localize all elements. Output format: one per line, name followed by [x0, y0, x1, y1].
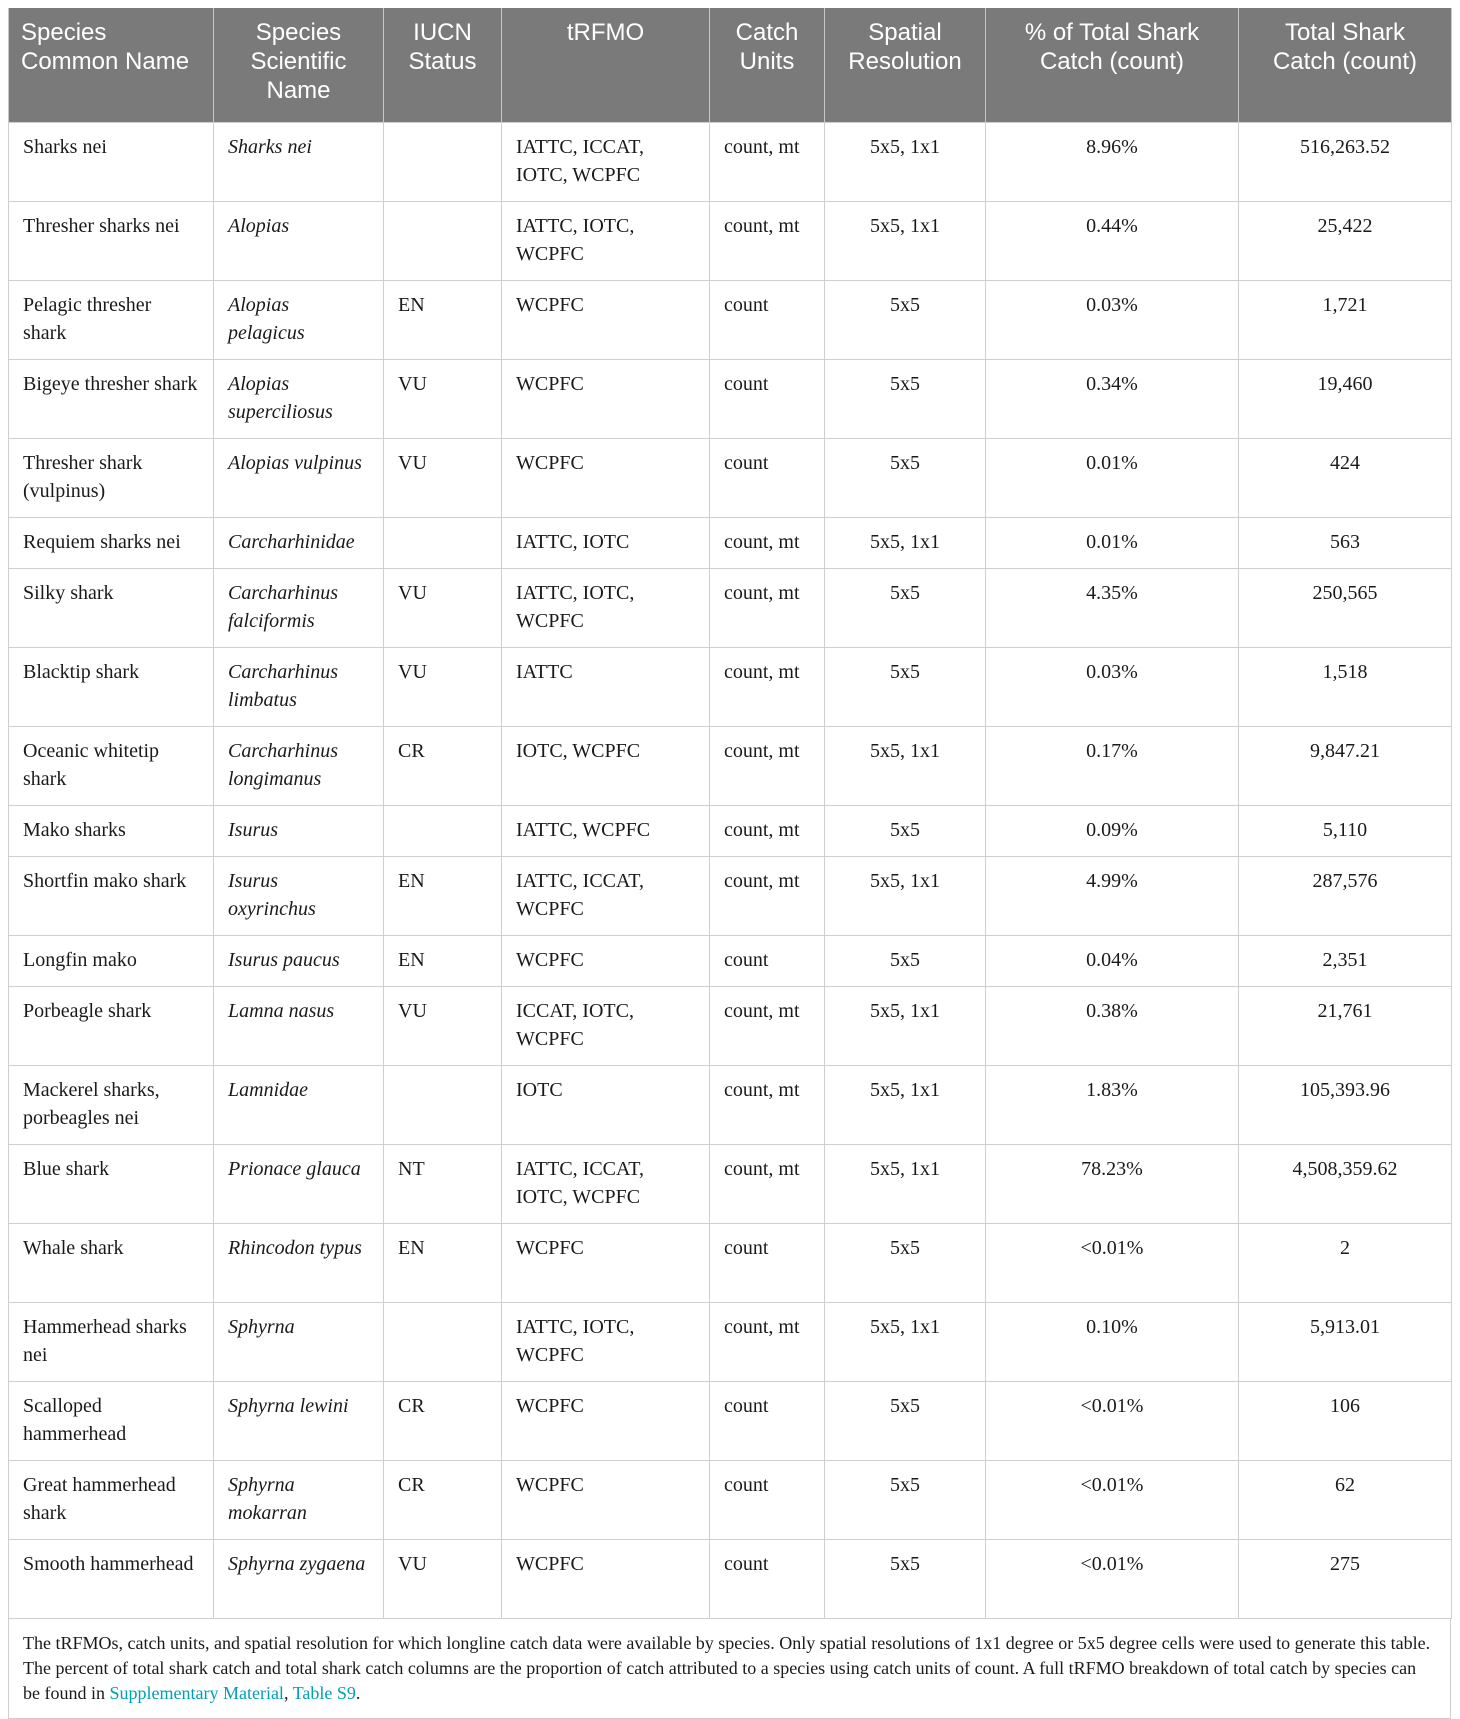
cell-common-name: Blacktip shark	[9, 648, 214, 727]
cell-iucn-status	[384, 202, 502, 281]
cell-trfmo: IATTC, ICCAT, WCPFC	[502, 857, 710, 936]
header-catch-units: Catch Units	[710, 8, 825, 123]
cell-spatial-resolution: 5x5	[825, 569, 986, 648]
table-row	[9, 123, 1452, 202]
cell-percent-total: 78.23%	[986, 1145, 1239, 1224]
table-row	[9, 1382, 1452, 1461]
cell-spatial-resolution: 5x5	[825, 936, 986, 987]
footnote-text: The tRFMOs, catch units, and spatial resolution for which longline catch data were available by species. Only spatial resolutions of 1x1 degree or 5x5 degree cells were used to generate this table. The percent of total shark catch and total shark catch columns are the proportion of catch attributed to a species using catch units of count. A full tRFMO breakdown of total catch by species can be found in	[23, 1633, 1431, 1703]
cell-common-name: Great hammerhead shark	[9, 1461, 214, 1540]
cell-iucn-status: CR	[384, 1461, 502, 1540]
cell-spatial-resolution: 5x5	[825, 1224, 986, 1303]
cell-common-name: Thresher shark (vulpinus)	[9, 439, 214, 518]
header-percent-total: % of Total Shark Catch (count)	[986, 8, 1239, 123]
cell-common-name: Shortfin mako shark	[9, 857, 214, 936]
cell-common-name: Requiem sharks nei	[9, 518, 214, 569]
cell-trfmo: WCPFC	[502, 360, 710, 439]
cell-scientific-name: Alopias superciliosus	[214, 360, 384, 439]
cell-trfmo: IATTC, ICCAT, IOTC, WCPFC	[502, 123, 710, 202]
cell-common-name: Sharks nei	[9, 123, 214, 202]
cell-spatial-resolution: 5x5	[825, 648, 986, 727]
cell-catch-units: count, mt	[710, 727, 825, 806]
cell-scientific-name: Lamnidae	[214, 1066, 384, 1145]
table-row	[9, 1461, 1452, 1540]
header-row	[9, 8, 1452, 123]
cell-trfmo: IATTC, IOTC	[502, 518, 710, 569]
cell-scientific-name: Alopias	[214, 202, 384, 281]
cell-spatial-resolution: 5x5	[825, 806, 986, 857]
cell-spatial-resolution: 5x5	[825, 360, 986, 439]
cell-iucn-status: EN	[384, 857, 502, 936]
cell-spatial-resolution: 5x5	[825, 1382, 986, 1461]
cell-total-catch: 424	[1239, 439, 1452, 518]
cell-common-name: Whale shark	[9, 1224, 214, 1303]
header-scientific-name: Species Scientific Name	[214, 8, 384, 123]
cell-iucn-status: EN	[384, 1224, 502, 1303]
cell-trfmo: WCPFC	[502, 1382, 710, 1461]
cell-percent-total: 0.34%	[986, 360, 1239, 439]
cell-catch-units: count	[710, 281, 825, 360]
cell-scientific-name: Alopias vulpinus	[214, 439, 384, 518]
cell-scientific-name: Carcharhinidae	[214, 518, 384, 569]
cell-scientific-name: Rhincodon typus	[214, 1224, 384, 1303]
cell-percent-total: 0.09%	[986, 806, 1239, 857]
cell-total-catch: 516,263.52	[1239, 123, 1452, 202]
cell-spatial-resolution: 5x5, 1x1	[825, 518, 986, 569]
cell-catch-units: count	[710, 1540, 825, 1619]
cell-trfmo: IOTC, WCPFC	[502, 727, 710, 806]
cell-total-catch: 250,565	[1239, 569, 1452, 648]
cell-scientific-name: Isurus paucus	[214, 936, 384, 987]
cell-catch-units: count, mt	[710, 569, 825, 648]
table-row	[9, 857, 1452, 936]
header-iucn-status: IUCN Status	[384, 8, 502, 123]
cell-percent-total: 0.38%	[986, 987, 1239, 1066]
cell-spatial-resolution: 5x5, 1x1	[825, 987, 986, 1066]
cell-iucn-status: CR	[384, 727, 502, 806]
cell-percent-total: 0.03%	[986, 281, 1239, 360]
cell-trfmo: ICCAT, IOTC, WCPFC	[502, 987, 710, 1066]
cell-catch-units: count, mt	[710, 648, 825, 727]
cell-scientific-name: Carcharhinus longimanus	[214, 727, 384, 806]
table-row	[9, 987, 1452, 1066]
table-row	[9, 727, 1452, 806]
table-row	[9, 1303, 1452, 1382]
cell-common-name: Porbeagle shark	[9, 987, 214, 1066]
cell-total-catch: 287,576	[1239, 857, 1452, 936]
cell-scientific-name: Prionace glauca	[214, 1145, 384, 1224]
table-row	[9, 569, 1452, 648]
cell-common-name: Silky shark	[9, 569, 214, 648]
cell-total-catch: 5,110	[1239, 806, 1452, 857]
cell-percent-total: 4.99%	[986, 857, 1239, 936]
cell-common-name: Thresher sharks nei	[9, 202, 214, 281]
header-total-catch: Total Shark Catch (count)	[1239, 8, 1452, 123]
cell-total-catch: 5,913.01	[1239, 1303, 1452, 1382]
cell-common-name: Pelagic thresher shark	[9, 281, 214, 360]
header-trfmo: tRFMO	[502, 8, 710, 123]
cell-percent-total: 4.35%	[986, 569, 1239, 648]
cell-percent-total: 1.83%	[986, 1066, 1239, 1145]
cell-percent-total: 0.44%	[986, 202, 1239, 281]
cell-trfmo: WCPFC	[502, 1224, 710, 1303]
cell-percent-total: 0.10%	[986, 1303, 1239, 1382]
table-row	[9, 518, 1452, 569]
cell-percent-total: <0.01%	[986, 1382, 1239, 1461]
cell-scientific-name: Sharks nei	[214, 123, 384, 202]
cell-trfmo: IATTC, IOTC, WCPFC	[502, 202, 710, 281]
cell-total-catch: 21,761	[1239, 987, 1452, 1066]
cell-trfmo: WCPFC	[502, 1540, 710, 1619]
cell-catch-units: count, mt	[710, 857, 825, 936]
cell-trfmo: WCPFC	[502, 936, 710, 987]
cell-total-catch: 2	[1239, 1224, 1452, 1303]
footnote-end: .	[355, 1683, 361, 1703]
cell-spatial-resolution: 5x5, 1x1	[825, 123, 986, 202]
cell-catch-units: count	[710, 439, 825, 518]
cell-trfmo: IOTC	[502, 1066, 710, 1145]
table-row	[9, 202, 1452, 281]
cell-catch-units: count, mt	[710, 987, 825, 1066]
cell-total-catch: 105,393.96	[1239, 1066, 1452, 1145]
cell-catch-units: count	[710, 360, 825, 439]
cell-spatial-resolution: 5x5	[825, 439, 986, 518]
cell-catch-units: count	[710, 936, 825, 987]
cell-iucn-status: VU	[384, 987, 502, 1066]
table-container	[8, 8, 1451, 1719]
cell-catch-units: count, mt	[710, 1303, 825, 1382]
cell-iucn-status: NT	[384, 1145, 502, 1224]
cell-catch-units: count	[710, 1224, 825, 1303]
cell-scientific-name: Sphyrna lewini	[214, 1382, 384, 1461]
cell-catch-units: count, mt	[710, 123, 825, 202]
supplementary-material-link[interactable]: Supplementary Material	[109, 1683, 284, 1703]
header-spatial-resolution: Spatial Resolution	[825, 8, 986, 123]
cell-iucn-status: VU	[384, 569, 502, 648]
cell-iucn-status: VU	[384, 648, 502, 727]
cell-trfmo: IATTC, WCPFC	[502, 806, 710, 857]
cell-iucn-status	[384, 123, 502, 202]
cell-catch-units: count, mt	[710, 1066, 825, 1145]
cell-total-catch: 1,518	[1239, 648, 1452, 727]
cell-trfmo: WCPFC	[502, 439, 710, 518]
cell-iucn-status: CR	[384, 1382, 502, 1461]
cell-total-catch: 275	[1239, 1540, 1452, 1619]
cell-iucn-status: VU	[384, 360, 502, 439]
footnote-separator: ,	[283, 1683, 293, 1703]
cell-scientific-name: Alopias pelagicus	[214, 281, 384, 360]
cell-iucn-status	[384, 806, 502, 857]
cell-percent-total: 0.04%	[986, 936, 1239, 987]
table-row	[9, 648, 1452, 727]
cell-common-name: Hammerhead sharks nei	[9, 1303, 214, 1382]
cell-total-catch: 2,351	[1239, 936, 1452, 987]
cell-spatial-resolution: 5x5, 1x1	[825, 1066, 986, 1145]
cell-percent-total: 8.96%	[986, 123, 1239, 202]
cell-scientific-name: Isurus	[214, 806, 384, 857]
cell-trfmo: IATTC, IOTC, WCPFC	[502, 1303, 710, 1382]
cell-percent-total: <0.01%	[986, 1540, 1239, 1619]
table-row	[9, 1224, 1452, 1303]
cell-spatial-resolution: 5x5, 1x1	[825, 1303, 986, 1382]
cell-common-name: Oceanic whitetip shark	[9, 727, 214, 806]
cell-percent-total: <0.01%	[986, 1461, 1239, 1540]
cell-common-name: Longfin mako	[9, 936, 214, 987]
cell-scientific-name: Carcharhinus falciformis	[214, 569, 384, 648]
cell-percent-total: <0.01%	[986, 1224, 1239, 1303]
table-row	[9, 1066, 1452, 1145]
cell-common-name: Mackerel sharks, porbeagles nei	[9, 1066, 214, 1145]
cell-trfmo: IATTC, ICCAT, IOTC, WCPFC	[502, 1145, 710, 1224]
cell-catch-units: count, mt	[710, 518, 825, 569]
cell-catch-units: count, mt	[710, 806, 825, 857]
cell-percent-total: 0.01%	[986, 439, 1239, 518]
shark-catch-table	[8, 8, 1452, 1619]
table-row	[9, 360, 1452, 439]
cell-spatial-resolution: 5x5	[825, 1461, 986, 1540]
cell-scientific-name: Lamna nasus	[214, 987, 384, 1066]
cell-iucn-status	[384, 1066, 502, 1145]
table-body	[9, 123, 1452, 1619]
cell-spatial-resolution: 5x5	[825, 281, 986, 360]
cell-total-catch: 9,847.21	[1239, 727, 1452, 806]
cell-total-catch: 25,422	[1239, 202, 1452, 281]
cell-iucn-status: VU	[384, 439, 502, 518]
table-row	[9, 281, 1452, 360]
table-row	[9, 936, 1452, 987]
cell-total-catch: 1,721	[1239, 281, 1452, 360]
cell-percent-total: 0.17%	[986, 727, 1239, 806]
table-s9-link[interactable]: Table S9	[292, 1683, 356, 1703]
cell-catch-units: count	[710, 1382, 825, 1461]
cell-trfmo: WCPFC	[502, 281, 710, 360]
cell-common-name: Scalloped hammerhead	[9, 1382, 214, 1461]
header-common-name: Species Common Name	[9, 8, 214, 123]
cell-total-catch: 62	[1239, 1461, 1452, 1540]
cell-spatial-resolution: 5x5, 1x1	[825, 202, 986, 281]
cell-scientific-name: Sphyrna mokarran	[214, 1461, 384, 1540]
cell-percent-total: 0.03%	[986, 648, 1239, 727]
cell-spatial-resolution: 5x5	[825, 1540, 986, 1619]
cell-iucn-status: EN	[384, 281, 502, 360]
cell-total-catch: 4,508,359.62	[1239, 1145, 1452, 1224]
table-row	[9, 439, 1452, 518]
cell-common-name: Smooth hammerhead	[9, 1540, 214, 1619]
cell-common-name: Blue shark	[9, 1145, 214, 1224]
cell-catch-units: count, mt	[710, 202, 825, 281]
cell-total-catch: 563	[1239, 518, 1452, 569]
cell-total-catch: 106	[1239, 1382, 1452, 1461]
cell-scientific-name: Sphyrna	[214, 1303, 384, 1382]
cell-scientific-name: Isurus oxyrinchus	[214, 857, 384, 936]
cell-trfmo: IATTC	[502, 648, 710, 727]
cell-spatial-resolution: 5x5, 1x1	[825, 1145, 986, 1224]
cell-spatial-resolution: 5x5, 1x1	[825, 857, 986, 936]
cell-trfmo: WCPFC	[502, 1461, 710, 1540]
cell-iucn-status	[384, 518, 502, 569]
cell-common-name: Mako sharks	[9, 806, 214, 857]
cell-iucn-status: VU	[384, 1540, 502, 1619]
cell-iucn-status: EN	[384, 936, 502, 987]
cell-scientific-name: Sphyrna zygaena	[214, 1540, 384, 1619]
cell-spatial-resolution: 5x5, 1x1	[825, 727, 986, 806]
cell-scientific-name: Carcharhinus limbatus	[214, 648, 384, 727]
table-row	[9, 1145, 1452, 1224]
table-row	[9, 1540, 1452, 1619]
cell-common-name: Bigeye thresher shark	[9, 360, 214, 439]
cell-iucn-status	[384, 1303, 502, 1382]
table-row	[9, 806, 1452, 857]
table-footnote	[8, 1619, 1451, 1719]
cell-catch-units: count, mt	[710, 1145, 825, 1224]
cell-catch-units: count	[710, 1461, 825, 1540]
cell-total-catch: 19,460	[1239, 360, 1452, 439]
cell-percent-total: 0.01%	[986, 518, 1239, 569]
cell-trfmo: IATTC, IOTC, WCPFC	[502, 569, 710, 648]
